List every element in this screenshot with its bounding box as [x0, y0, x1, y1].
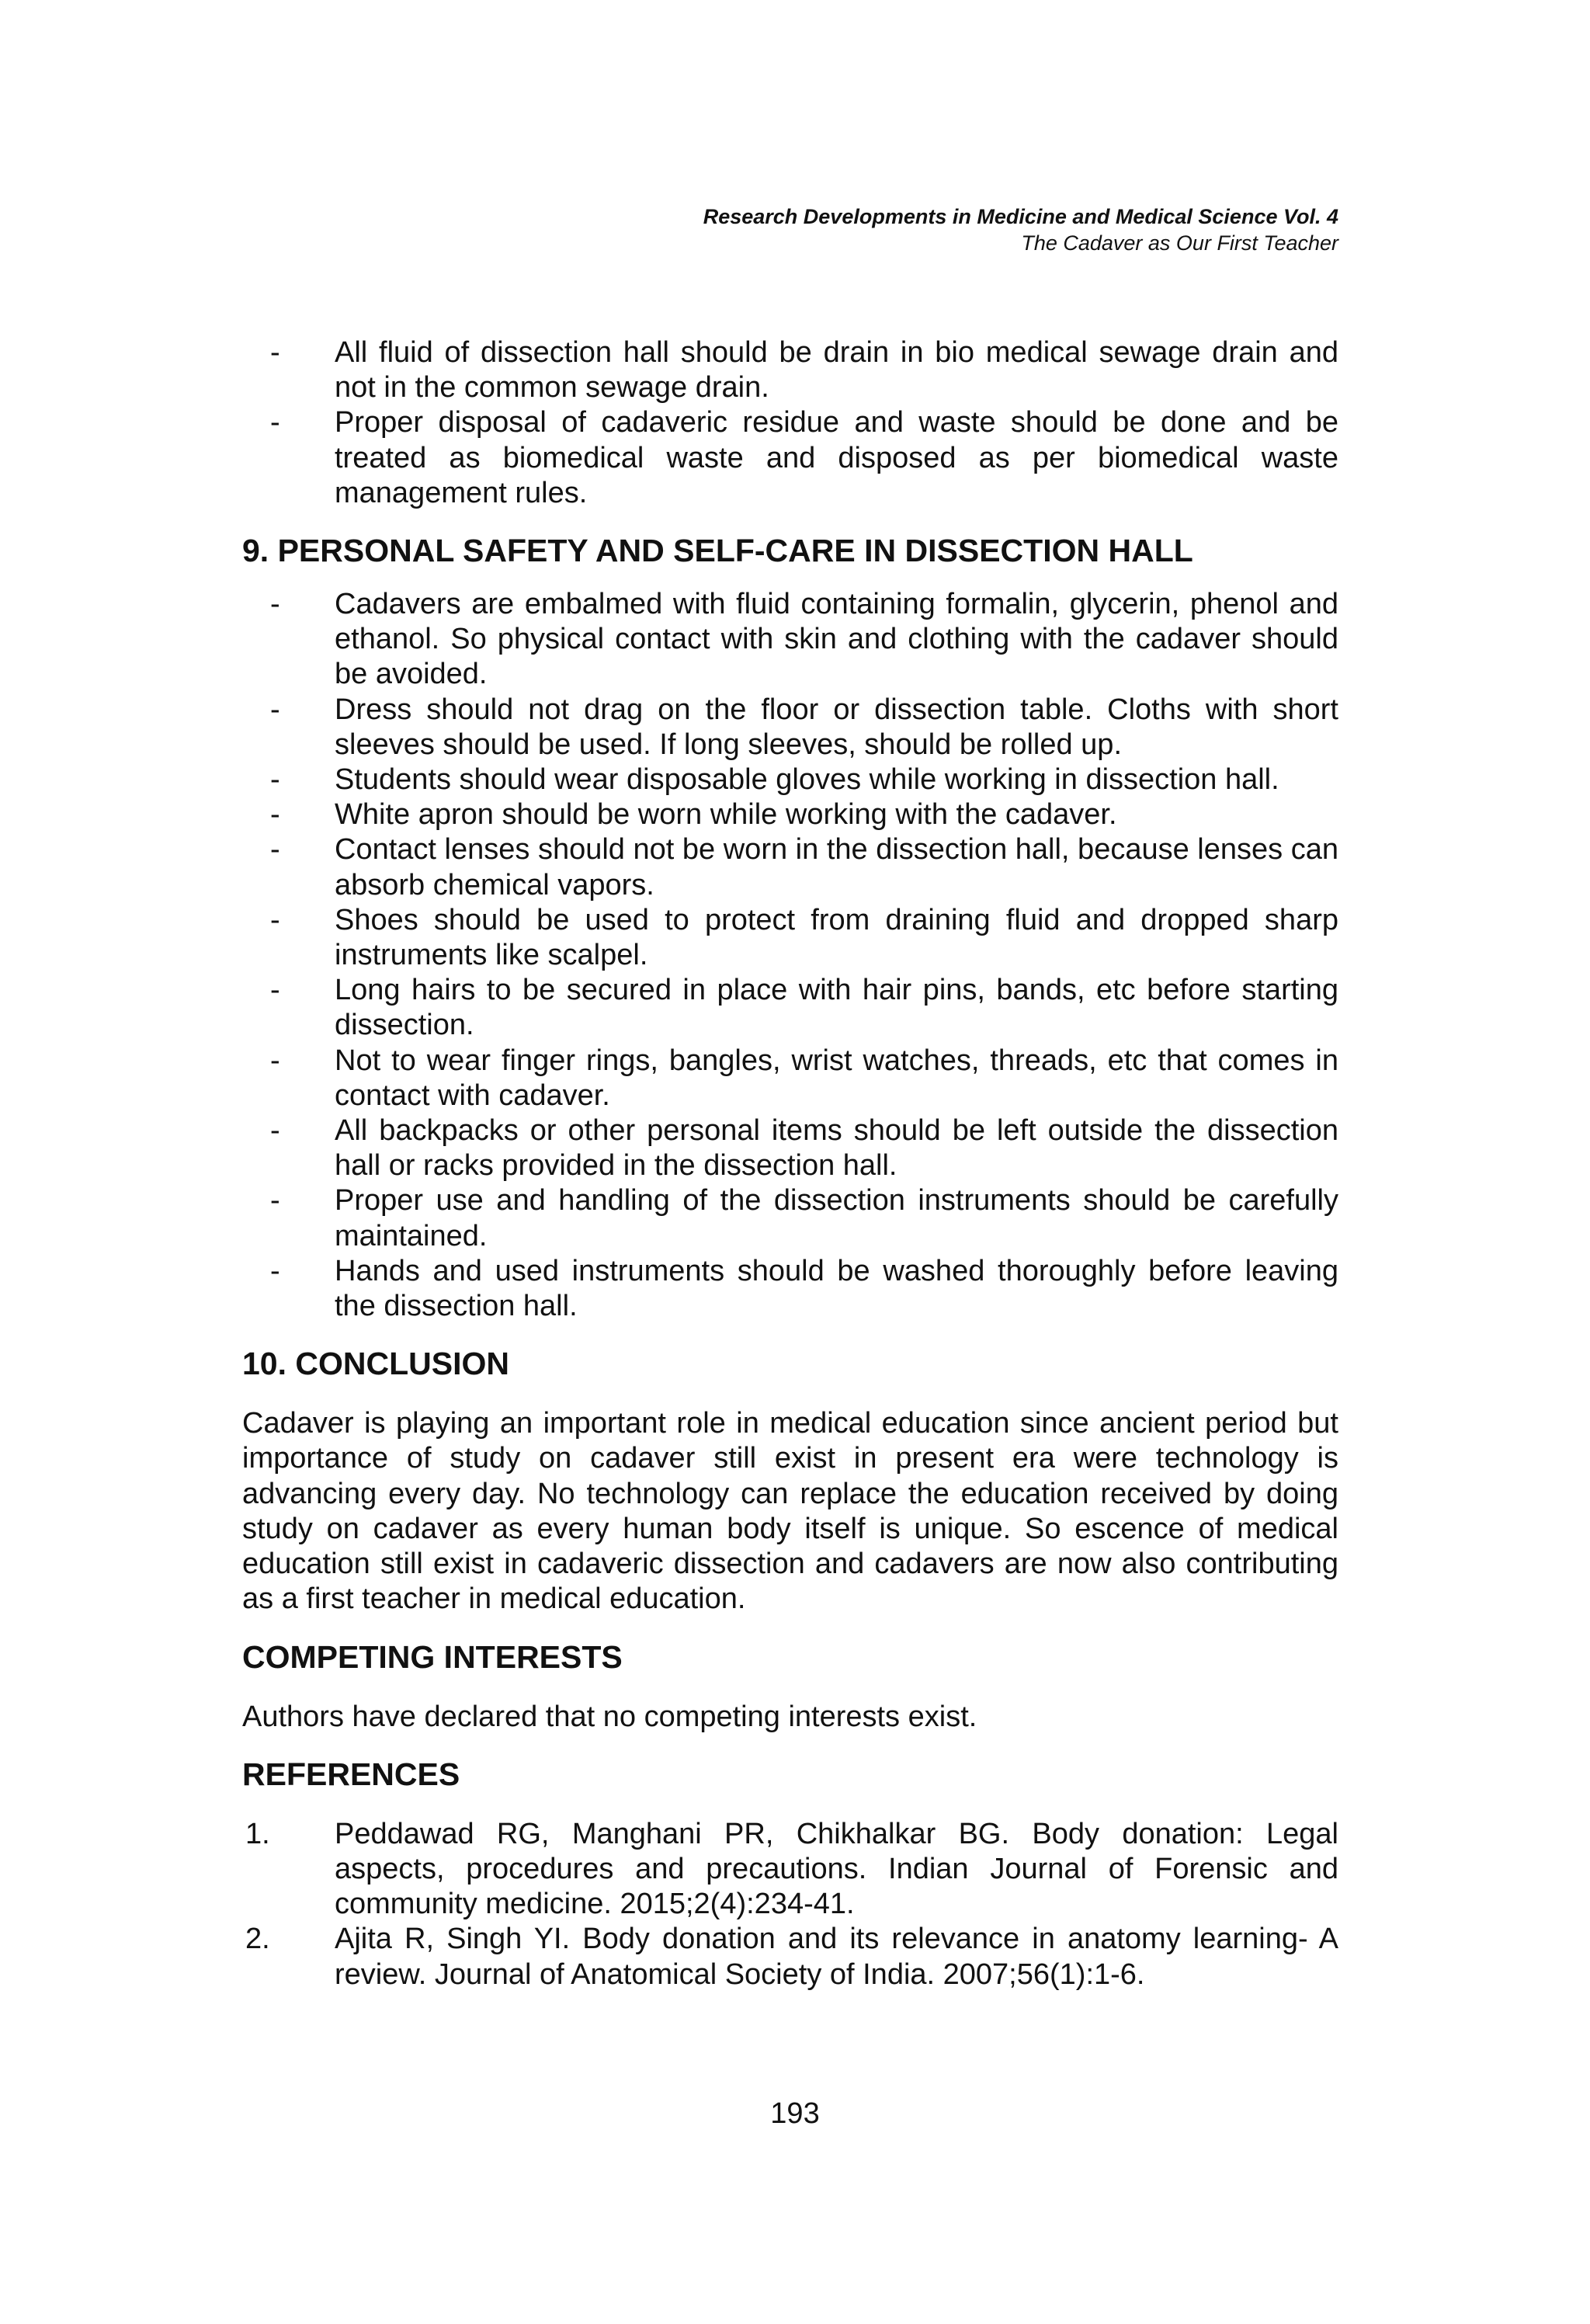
list-item-text: Shoes should be used to protect from draining fluid and dropped sharp instruments like scalpel. [335, 903, 1338, 972]
list-item [242, 973, 1338, 1043]
dash-marker: - [270, 974, 280, 1007]
reference-item [242, 1922, 1338, 1992]
dash-marker: - [270, 406, 280, 439]
reference-text: Ajita R, Singh YI. Body donation and its relevance in anatomy learning- A review. Journal of Anatomical Society of India. 2007;56(1):1-6. [335, 1923, 1338, 1991]
list-item [242, 797, 1338, 832]
page-content [242, 335, 1338, 1992]
list-item [242, 1044, 1338, 1113]
list-item-text: Cadavers are embalmed with fluid containing formalin, glycerin, phenol and ethanol. So physical contact with skin and clothing with the cadaver should be avoided. [335, 588, 1338, 691]
list-item [242, 1183, 1338, 1253]
section-heading-competing-interests: COMPETING INTERESTS [242, 1638, 623, 1675]
dash-marker: - [270, 798, 280, 832]
list-item-text: Proper use and handling of the dissection instruments should be carefully maintained. [335, 1184, 1338, 1252]
dash-marker: - [270, 1184, 280, 1218]
list-item [242, 832, 1338, 902]
reference-item [242, 1817, 1338, 1923]
section-heading-references: REFERENCES [242, 1756, 460, 1792]
list-item [242, 693, 1338, 763]
conclusion-paragraph: Cadaver is playing an important role in medical education since ancient period but importance of study on cadaver still exist in present era were technology is advancing every day. No technology can replace the education received by doing study on cadaver as every human body itself is unique. So escence of medical education still exist in cadaveric dissection and cadavers are now also contributing as a first teacher in medical education. [242, 1407, 1338, 1616]
dash-marker: - [270, 833, 280, 867]
list-item [242, 405, 1338, 511]
journal-title: Research Developments in Medicine and Medical Science Vol. 4 [703, 205, 1338, 228]
reference-number: 1. [245, 1817, 270, 1850]
dash-marker: - [270, 763, 280, 797]
personal-safety-list [242, 587, 1338, 1324]
list-item [242, 1113, 1338, 1183]
references-list [242, 1817, 1338, 1992]
dash-marker: - [270, 693, 280, 726]
section-heading-conclusion: 10. CONCLUSION [242, 1346, 509, 1382]
list-item-text: All backpacks or other personal items should be left outside the dissection hall or racks provided in the dissection hall. [335, 1114, 1338, 1183]
list-item [242, 587, 1338, 693]
page-number: 193 [770, 2097, 820, 2130]
list-item-text: Long hairs to be secured in place with hair pins, bands, etc before starting dissection. [335, 974, 1338, 1042]
dash-marker: - [270, 588, 280, 621]
list-item-text: All fluid of dissection hall should be drain in bio medical sewage drain and not in the common sewage drain. [335, 336, 1338, 405]
list-item-text: Not to wear finger rings, bangles, wrist watches, threads, etc that comes in contact with cadaver. [335, 1044, 1338, 1112]
reference-text: Peddawad RG, Manghani PR, Chikhalkar BG. Body donation: Legal aspects, procedures and precautions. Indian Journal of Forensic and community medicine. 2015;2(4):234-41. [335, 1817, 1338, 1921]
dash-marker: - [270, 1044, 280, 1077]
list-item-text: Dress should not drag on the floor or dissection table. Cloths with short sleeves should be used. If long sleeves, should be rolled up. [335, 693, 1338, 761]
dash-marker: - [270, 903, 280, 936]
dash-marker: - [270, 1254, 280, 1287]
list-item [242, 1254, 1338, 1324]
section-heading-personal-safety: 9. PERSONAL SAFETY AND SELF-CARE IN DISSECTION HALL [242, 533, 1193, 569]
reference-number: 2. [245, 1923, 270, 1956]
competing-interests-paragraph: Authors have declared that no competing interests exist. [242, 1700, 977, 1733]
list-item-text: Contact lenses should not be worn in the dissection hall, because lenses can absorb chemical vapors. [335, 833, 1338, 901]
list-item-text: Students should wear disposable gloves while working in dissection hall. [335, 763, 1279, 797]
dash-marker: - [270, 1114, 280, 1148]
chapter-title: The Cadaver as Our First Teacher [1021, 231, 1338, 255]
running-header [242, 203, 1338, 256]
list-item [242, 335, 1338, 405]
intro-dash-list [242, 335, 1338, 511]
dash-marker: - [270, 336, 280, 369]
list-item [242, 903, 1338, 973]
list-item-text: Hands and used instruments should be washed thoroughly before leaving the dissection hall. [335, 1254, 1338, 1323]
list-item [242, 763, 1338, 797]
list-item-text: White apron should be worn while working with the cadaver. [335, 798, 1117, 832]
list-item-text: Proper disposal of cadaveric residue and waste should be done and be treated as biomedical waste and disposed as per biomedical waste management rules. [335, 406, 1338, 509]
